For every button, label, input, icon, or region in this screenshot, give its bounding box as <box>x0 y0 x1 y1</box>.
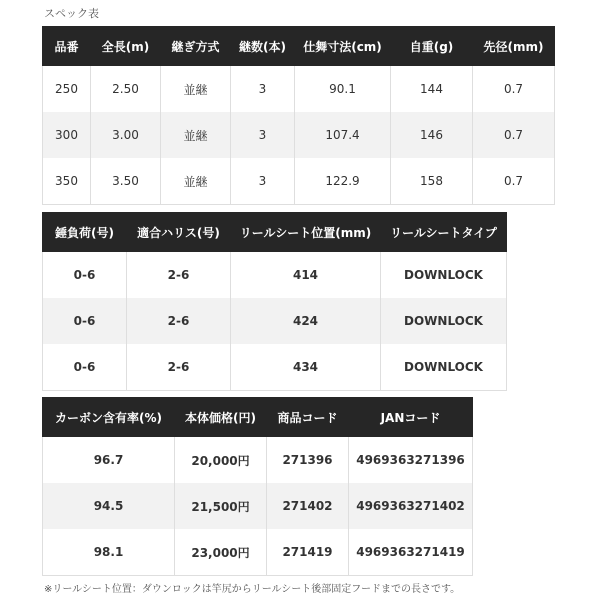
table-cell: 107.4 <box>295 112 391 158</box>
header-cell-length: 全長(m) <box>91 27 161 66</box>
header-cell-sinker-load: 錘負荷(号) <box>43 213 127 252</box>
table-cell: 96.7 <box>43 437 175 484</box>
table-cell: 98.1 <box>43 529 175 576</box>
table-cell: 2.50 <box>91 66 161 113</box>
table-cell: 4969363271419 <box>349 529 473 576</box>
table-header-row <box>43 213 507 252</box>
header-cell-item-number: 品番 <box>43 27 91 66</box>
table-cell: 424 <box>231 298 381 344</box>
table-cell: 2-6 <box>127 298 231 344</box>
table-cell: 並継 <box>161 66 231 113</box>
table-cell: 2-6 <box>127 344 231 391</box>
table-cell: 250 <box>43 66 91 113</box>
header-cell-leader-size: 適合ハリス(号) <box>127 213 231 252</box>
table-cell: 3 <box>231 112 295 158</box>
table-row <box>43 344 507 391</box>
table-row <box>43 437 473 484</box>
table-cell: 122.9 <box>295 158 391 205</box>
table-cell: 23,000円 <box>175 529 267 576</box>
table-row <box>43 158 555 205</box>
table-cell: 3.50 <box>91 158 161 205</box>
table-cell: 21,500円 <box>175 483 267 529</box>
table-cell: 0-6 <box>43 252 127 299</box>
table-row <box>43 66 555 113</box>
header-cell-reel-seat-type: リールシートタイプ <box>381 213 507 252</box>
table-cell: 146 <box>391 112 473 158</box>
spec-table-pricing <box>42 397 473 576</box>
header-cell-closed-length: 仕舞寸法(cm) <box>295 27 391 66</box>
table-cell: 4969363271402 <box>349 483 473 529</box>
header-cell-weight: 自重(g) <box>391 27 473 66</box>
table-cell: DOWNLOCK <box>381 344 507 391</box>
table-cell: 0.7 <box>473 66 555 113</box>
reel-seat-footnote: ※リールシート位置：ダウンロックは竿尻からリールシート後部固定フードまでの長さです。 <box>44 584 461 595</box>
table-cell: 並継 <box>161 158 231 205</box>
table-cell: 3 <box>231 66 295 113</box>
table-cell: 20,000円 <box>175 437 267 484</box>
table-cell: 2-6 <box>127 252 231 299</box>
header-cell-sections: 継数(本) <box>231 27 295 66</box>
header-cell-reel-seat-position: リールシート位置(mm) <box>231 213 381 252</box>
table-header-row <box>43 398 473 437</box>
table-cell: 300 <box>43 112 91 158</box>
table-cell: 414 <box>231 252 381 299</box>
table-row <box>43 112 555 158</box>
table-row <box>43 252 507 299</box>
header-cell-joint-type: 継ぎ方式 <box>161 27 231 66</box>
table-cell: 158 <box>391 158 473 205</box>
spec-table-dimensions <box>42 26 555 205</box>
header-cell-tip-diameter: 先径(mm) <box>473 27 555 66</box>
table-cell: 3 <box>231 158 295 205</box>
table-cell: 並継 <box>161 112 231 158</box>
table-row <box>43 298 507 344</box>
header-cell-carbon-content: カーボン含有率(%) <box>43 398 175 437</box>
table-cell: 0.7 <box>473 112 555 158</box>
spec-table-reel-seat <box>42 212 507 391</box>
spec-caption: スペック表 <box>44 7 99 20</box>
table-cell: 90.1 <box>295 66 391 113</box>
table-cell: 271402 <box>267 483 349 529</box>
table-row <box>43 529 473 576</box>
table-cell: 4969363271396 <box>349 437 473 484</box>
table-cell: 0.7 <box>473 158 555 205</box>
table-header-row <box>43 27 555 66</box>
header-cell-product-code: 商品コード <box>267 398 349 437</box>
table-cell: 3.00 <box>91 112 161 158</box>
table-cell: 144 <box>391 66 473 113</box>
header-cell-jan-code: JANコード <box>349 398 473 437</box>
table-cell: 271419 <box>267 529 349 576</box>
table-cell: 0-6 <box>43 344 127 391</box>
table-row <box>43 483 473 529</box>
table-cell: 271396 <box>267 437 349 484</box>
table-cell: DOWNLOCK <box>381 298 507 344</box>
table-cell: 350 <box>43 158 91 205</box>
table-cell: 0-6 <box>43 298 127 344</box>
header-cell-price: 本体価格(円) <box>175 398 267 437</box>
table-cell: 434 <box>231 344 381 391</box>
table-cell: DOWNLOCK <box>381 252 507 299</box>
table-cell: 94.5 <box>43 483 175 529</box>
